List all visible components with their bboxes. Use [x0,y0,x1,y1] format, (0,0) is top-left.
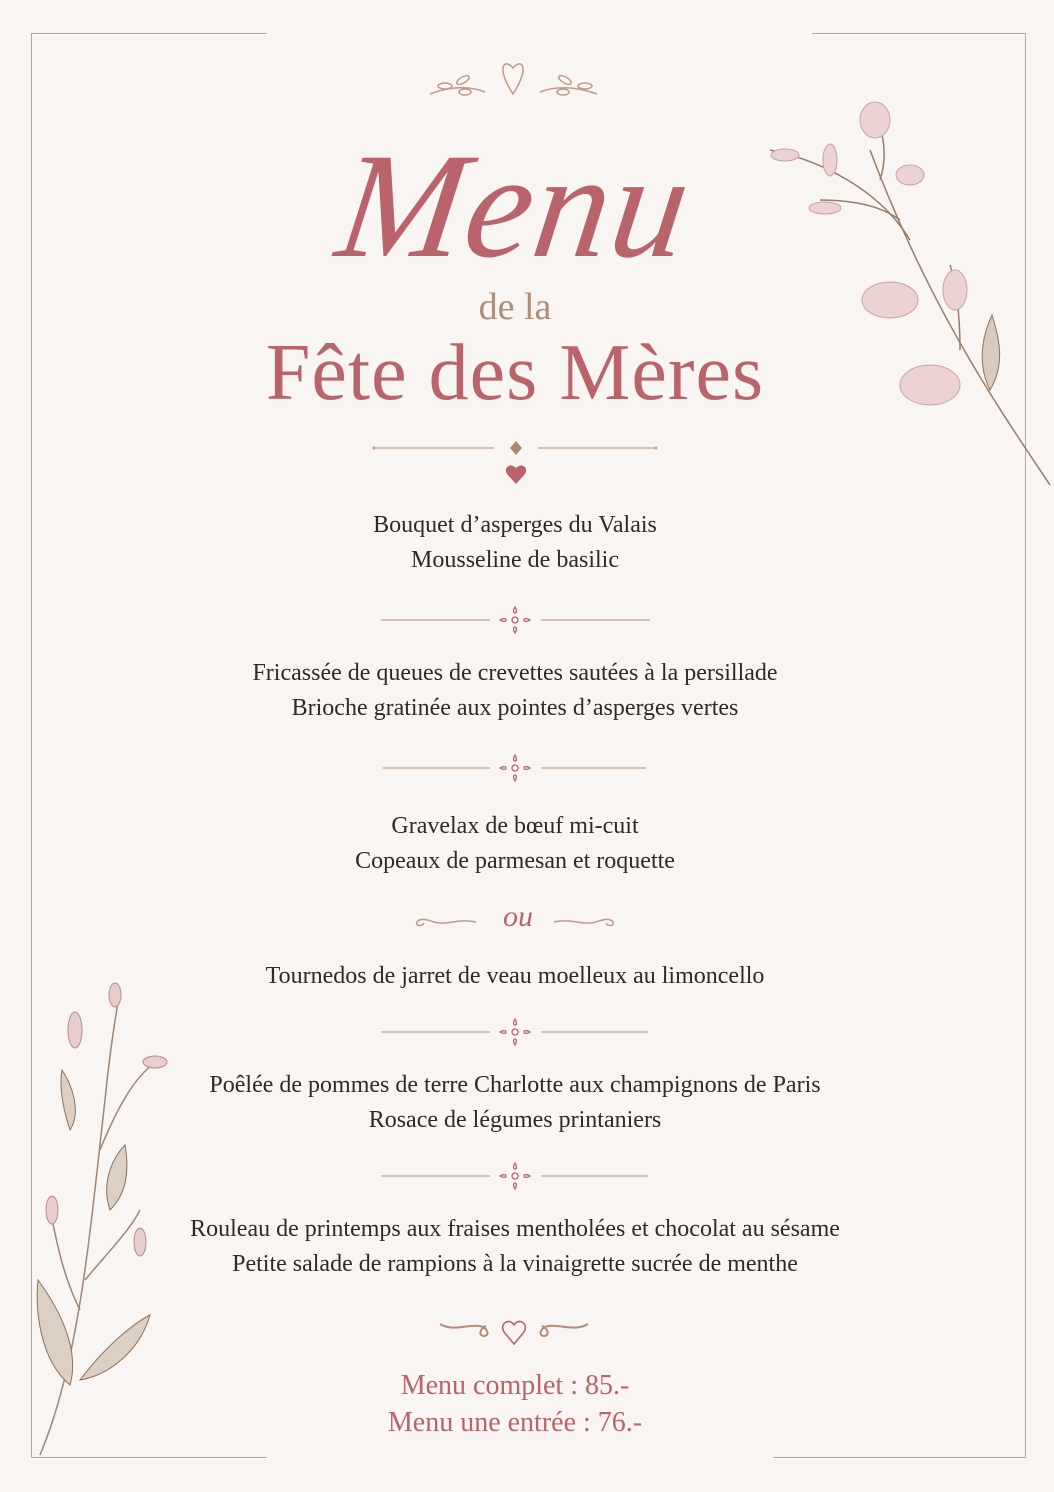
course-sides [0,1068,1030,1138]
course-starter-1 [0,508,1030,578]
frame-top-right [812,33,1025,34]
dish-line: Fricassée de queues de crevettes sautées à la persillade [252,660,778,686]
dish-line: Rosace de légumes printaniers [368,1107,662,1133]
dish-line: Rouleau de printemps aux fraises mentholées et chocolat au sésame [190,1216,840,1242]
dish-line: Copeaux de parmesan et roquette [355,848,675,874]
dish-line: Petite salade de rampions à la vinaigrette sucrée de menthe [232,1251,798,1277]
price-full-menu: Menu complet : 85.- [400,1370,630,1401]
prices [0,1367,1030,1441]
diamond-heart-divider [370,438,660,486]
heart-swirl-ornament [438,1314,590,1348]
dish-line: Brioche gratinée aux pointes d’asperges vertes [291,695,739,721]
flower-divider [378,753,653,785]
menu-title: Menu [328,123,702,289]
flower-divider [378,1017,653,1049]
frame-bottom-right [773,1457,1026,1458]
dish-line: Gravelax de bœuf mi-cuit [391,813,639,839]
course-starter-2 [0,656,1030,726]
course-dessert [0,1212,1030,1282]
dish-line: Tournedos de jarret de veau moelleux au limoncello [265,963,765,989]
dish-line: Mousseline de basilic [411,547,619,573]
subtitle-small: de la [478,286,552,328]
swirl-right-icon [552,912,618,932]
course-main-2 [0,959,1030,994]
or-separator: ou [503,900,533,933]
dish-line: Poêlée de pommes de terre Charlotte aux champignons de Paris [209,1072,821,1098]
frame-top-left [31,33,267,34]
heart-leaves-ornament [425,58,605,100]
dish-line: Bouquet d’asperges du Valais [373,512,657,538]
swirl-left-icon [412,912,478,932]
flower-divider [378,1161,653,1193]
price-one-starter: Menu une entrée : 76.- [387,1407,643,1438]
page-title: Fête des Mères [265,329,765,417]
flower-divider [378,605,653,637]
course-main-1 [0,809,1030,879]
